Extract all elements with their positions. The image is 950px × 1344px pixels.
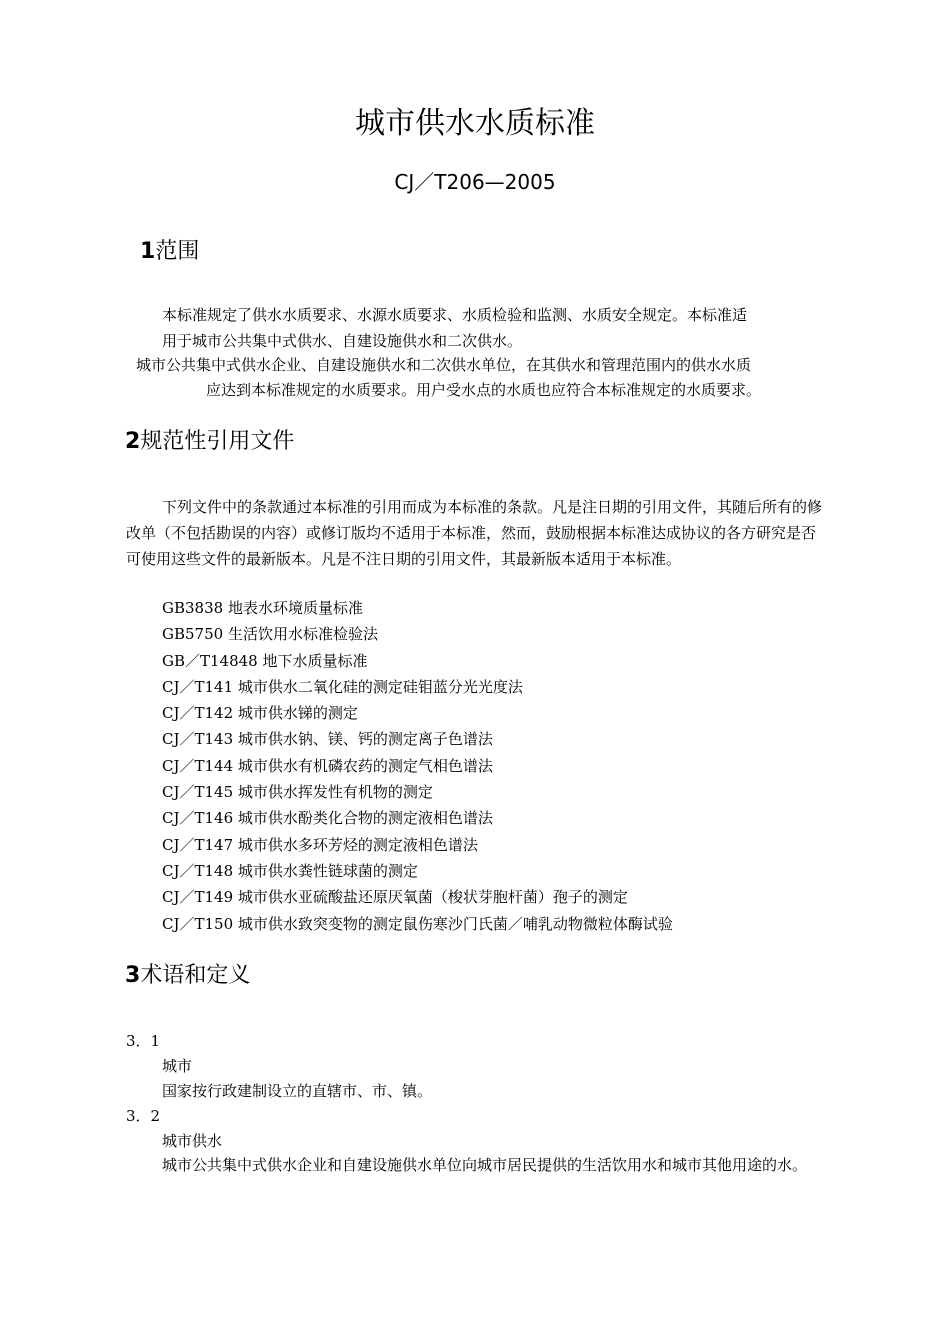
- reference-item: CJ／T145 城市供水挥发性有机物的测定: [162, 783, 433, 802]
- reference-item: CJ／T142 城市供水锑的测定: [162, 704, 358, 723]
- section-title: 术语和定义: [140, 963, 251, 988]
- section-title: 规范性引用文件: [140, 429, 295, 454]
- scope-p1-line1: 本标准规定了供水水质要求、水源水质要求、水质检验和监测、水质安全规定。本标准适: [162, 306, 748, 324]
- term-number: 3．1: [126, 1032, 161, 1050]
- standard-code: CJ／T206—2005: [394, 170, 556, 194]
- term-name: 城市供水: [162, 1132, 223, 1150]
- reference-item: CJ／T150 城市供水致突变物的测定鼠伤寒沙门氏菌／哺乳动物微粒体酶试验: [162, 914, 673, 933]
- section-2-heading: [125, 426, 294, 458]
- reference-item: CJ／T143 城市供水钠、镁、钙的测定离子色谱法: [162, 730, 493, 749]
- section-1-heading: [140, 236, 199, 268]
- reference-list: [162, 595, 862, 937]
- reference-item: CJ／T149 城市供水亚硫酸盐还原厌氧菌（梭状芽胞杆菌）孢子的测定: [162, 888, 628, 907]
- document-title: 城市供水水质标准: [355, 106, 595, 141]
- normative-intro: [126, 494, 826, 572]
- reference-item: CJ／T141 城市供水二氧化硅的测定硅钼蓝分光光度法: [162, 677, 523, 696]
- reference-item: GB／T14848 地下水质量标准: [162, 651, 368, 670]
- reference-item: CJ／T148 城市供水粪性链球菌的测定: [162, 861, 418, 880]
- term-name: 城市: [162, 1057, 193, 1075]
- scope-p2-line1: 城市公共集中式供水企业、自建设施供水和二次供水单位，在其供水和管理范围内的供水水质: [136, 356, 752, 374]
- term-definition: 国家按行政建制设立的直辖市、市、镇。: [162, 1082, 433, 1100]
- term-definition: 城市公共集中式供水企业和自建设施供水单位向城市居民提供的生活饮用水和城市其他用途的水。: [162, 1156, 808, 1174]
- section-title: 范围: [155, 239, 200, 264]
- reference-item: GB5750 生活饮用水标准检验法: [162, 625, 378, 644]
- reference-item: CJ／T146 城市供水酚类化合物的测定液相色谱法: [162, 809, 493, 828]
- section-number: 3: [125, 963, 141, 988]
- section-number: 1: [140, 239, 156, 264]
- scope-p2-line2: 应达到本标准规定的水质要求。用户受水点的水质也应符合本标准规定的水质要求。: [206, 381, 762, 399]
- reference-item: GB3838 地表水环境质量标准: [162, 599, 363, 617]
- reference-item: CJ／T147 城市供水多环芳烃的测定液相色谱法: [162, 835, 478, 854]
- normative-intro-text: 下列文件中的条款通过本标准的引用而成为本标准的条款。凡是注日期的引用文件，其随后所有的修改单（不包括勘误的内容）或修订版均不适用于本标准，然而，鼓励根据本标准达成协议的各方研究是否可使用这些文件的最新版本。凡是不注日期的引用文件，其最新版本适用于本标准。: [126, 498, 823, 568]
- term-number: 3．2: [126, 1107, 161, 1125]
- section-number: 2: [125, 429, 141, 454]
- term-definition-block: [126, 1152, 826, 1178]
- section-3-heading: [125, 960, 250, 992]
- scope-p1-line2: 用于城市公共集中式供水、自建设施供水和二次供水。: [162, 332, 523, 350]
- reference-item: CJ／T144 城市供水有机磷农药的测定气相色谱法: [162, 756, 493, 775]
